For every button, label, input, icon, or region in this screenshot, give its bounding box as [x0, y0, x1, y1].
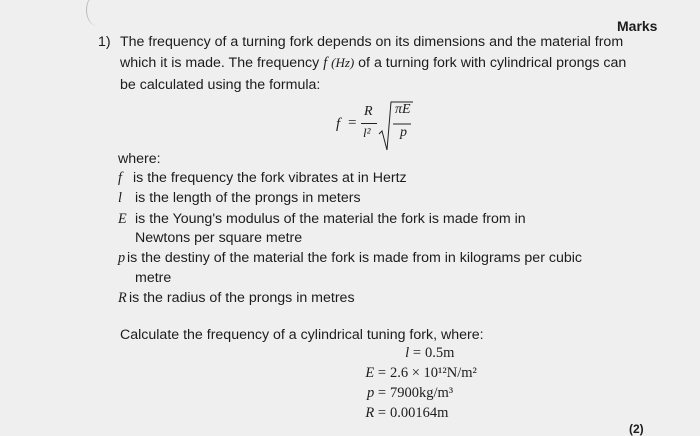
task-prompt: Calculate the frequency of a cylindrical tuning fork, where:: [120, 327, 484, 343]
definitions-heading: where:: [118, 151, 161, 167]
frequency-formula: [334, 98, 414, 154]
given-p: p =: [366, 385, 386, 401]
definition-r: [118, 290, 355, 307]
definition-f: [118, 170, 407, 187]
definition-text: is the Young's modulus of the material the fork is made from in: [135, 211, 526, 227]
formula-lhs: f: [336, 116, 341, 132]
question-number: 1): [98, 34, 111, 50]
root-denominator: p: [400, 125, 407, 140]
definition-symbol: p: [118, 250, 126, 266]
given-p-value: 7900kg/m³: [390, 385, 454, 401]
given-symbol: E: [365, 365, 375, 381]
question-intro-line-2: [120, 54, 626, 72]
definition-e-continued: Newtons per square metre: [135, 230, 303, 246]
given-symbol: l: [405, 345, 410, 361]
marks-heading: Marks: [617, 18, 658, 34]
definition-text: is the destiny of the material the fork is made from in kilograms per cubic: [127, 250, 582, 266]
definition-text: is the radius of the prongs in metres: [129, 290, 355, 306]
definition-text: is the frequency the fork vibrates at in Hertz: [133, 170, 407, 186]
formula-numerator: R: [364, 104, 373, 119]
given-l: l =: [405, 345, 421, 361]
given-r-value: 0.00164m: [390, 405, 449, 421]
page-edge-mark: [86, 0, 109, 26]
root-numerator: πE: [395, 102, 411, 117]
intro-text-a: which it is made. The frequency: [120, 55, 320, 71]
frequency-symbol: f: [323, 55, 328, 71]
intro-text-b: of a turning fork with cylindrical prongs can: [358, 55, 627, 71]
definition-symbol: f: [118, 170, 122, 186]
given-r: R =: [365, 405, 386, 421]
definition-symbol: E: [118, 211, 127, 227]
definition-l: [118, 190, 361, 207]
definition-p: [118, 250, 582, 267]
question-intro-line-3: be calculated using the formula:: [120, 77, 321, 93]
question-intro-line-1: The frequency of a turning fork depends on its dimensions and the material from: [120, 34, 624, 50]
given-e: E =: [365, 365, 386, 381]
formula-equals: =: [348, 115, 357, 131]
definition-p-continued: metre: [135, 270, 172, 286]
formula-denominator: l²: [363, 125, 371, 140]
definition-symbol: l: [118, 190, 122, 206]
definition-symbol: R: [118, 290, 127, 306]
given-symbol: p: [366, 385, 375, 401]
marks-value: (2): [629, 422, 644, 436]
definition-e: [118, 211, 526, 228]
given-symbol: R: [365, 405, 375, 421]
formula-fraction-bar: [361, 123, 377, 124]
frequency-unit: (Hz): [331, 55, 355, 70]
given-e-value: 2.6 × 10¹²N/m²: [390, 365, 477, 381]
given-l-value: 0.5m: [425, 345, 455, 361]
definition-text: is the length of the prongs in meters: [135, 190, 361, 206]
